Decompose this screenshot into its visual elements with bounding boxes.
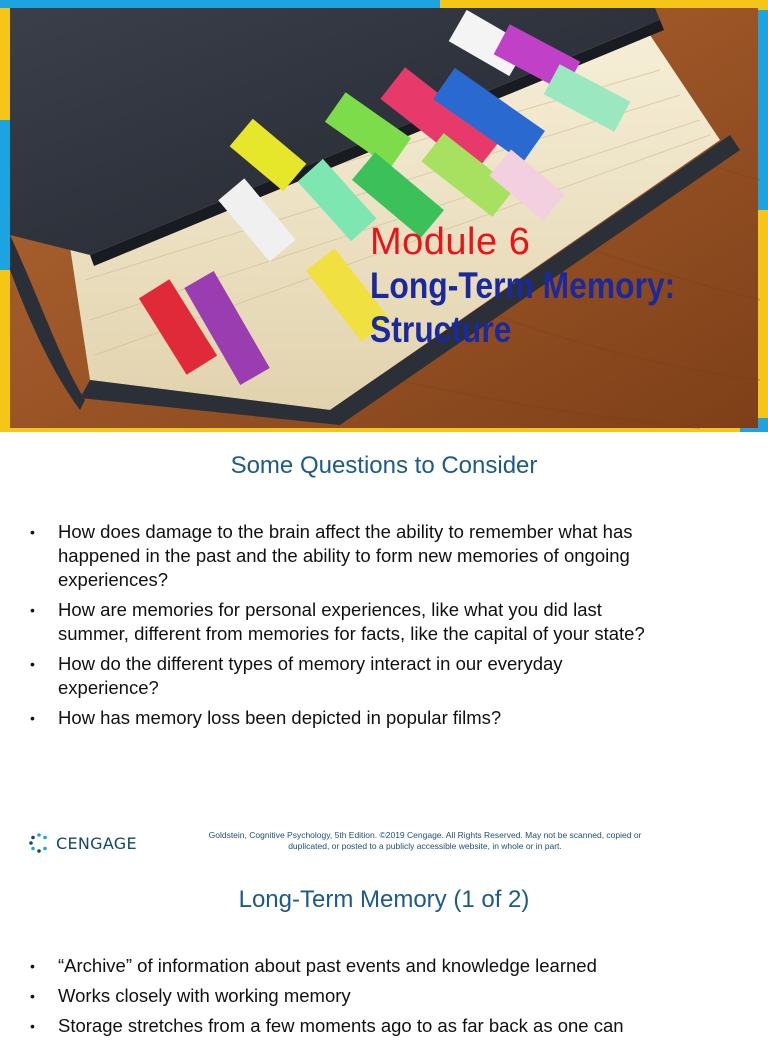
module-label: Module 6 <box>370 221 531 263</box>
cengage-logo <box>28 832 137 854</box>
bullet-line: experience? <box>58 677 159 698</box>
book-with-ribbon-bookmarks-image <box>0 0 768 432</box>
copyright-notice <box>170 830 680 852</box>
slide-heading: Some Questions to Consider <box>230 452 538 479</box>
bullet-list <box>30 520 740 736</box>
bullet-line: Works closely with working memory <box>58 985 351 1006</box>
list-item <box>30 520 740 592</box>
bullet-icon: • <box>30 602 35 618</box>
bullet-line: summer, different from memories for facts, like the capital of your state? <box>58 623 645 644</box>
bullet-icon: • <box>30 656 35 672</box>
list-item <box>30 954 740 978</box>
list-item <box>30 1014 740 1038</box>
list-item <box>30 652 740 700</box>
bullet-icon: • <box>30 958 35 974</box>
cengage-logo-icon <box>28 832 50 854</box>
bullet-line: “Archive” of information about past events and knowledge learned <box>58 955 597 976</box>
bullet-line: How are memories for personal experiences, like what you did last <box>58 599 602 620</box>
bullet-line: How has memory loss been depicted in popular films? <box>58 707 502 728</box>
bullet-icon: • <box>30 524 35 540</box>
bullet-line: How does damage to the brain affect the ability to remember what has <box>58 521 633 542</box>
bullet-line: Storage stretches from a few moments ago to as far back as one can <box>58 1015 624 1036</box>
title-block <box>370 220 725 352</box>
bullet-line: happened in the past and the ability to form new memories of ongoing <box>58 545 630 566</box>
questions-slide <box>0 432 768 864</box>
bullet-icon: • <box>30 988 35 1004</box>
copyright-line: duplicated, or posted to a publicly accessible website, in whole or in part. <box>288 841 562 851</box>
bullet-line: experiences? <box>58 569 169 590</box>
title-slide <box>0 0 768 432</box>
copyright-line: Goldstein, Cognitive Psychology, 5th Edition. ©2019 Cengage. All Rights Reserved. May not be scanned, copied or <box>208 830 642 840</box>
list-item <box>30 984 740 1008</box>
title-line-1: Long-Term Memory: <box>370 265 676 306</box>
slide-footer <box>0 830 768 864</box>
title-line-2: Structure <box>370 309 512 350</box>
bullet-icon: • <box>30 710 35 726</box>
bullet-icon: • <box>30 1018 35 1034</box>
slide-heading: Long-Term Memory (1 of 2) <box>238 886 530 913</box>
bullet-list <box>30 954 740 1044</box>
list-item <box>30 706 740 730</box>
long-term-memory-slide <box>0 864 768 1036</box>
cengage-logo-text: CENGAGE <box>56 833 137 853</box>
list-item <box>30 598 740 646</box>
bullet-line: How do the different types of memory interact in our everyday <box>58 653 563 674</box>
